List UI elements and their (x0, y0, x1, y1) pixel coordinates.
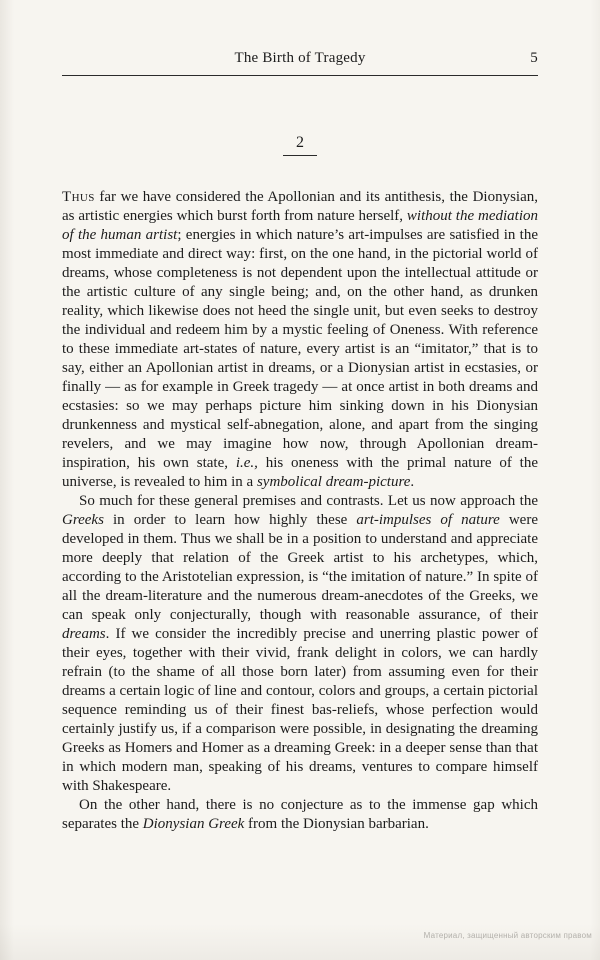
text-segment: art-impulses of nature (356, 512, 500, 528)
paragraph (62, 796, 538, 834)
text-segment: Dionysian Greek (142, 816, 245, 832)
text-segment: far we have considered the Apollonian and its antithesis, the Dionysian, as artistic energies which burst forth from nature herself, (62, 189, 538, 224)
text-segment: in order to learn how highly these (103, 512, 357, 528)
text-segment: i.e., (235, 455, 258, 471)
text-segment: his oneness with the primal nature of the universe, is revealed to him in a (62, 455, 538, 490)
text-segment: Thus (62, 189, 95, 205)
text-segment: . (410, 474, 415, 490)
text-segment: Greeks (62, 512, 104, 528)
section-heading (62, 134, 538, 156)
text-segment: On the other hand, there is no conjecture as to the immense gap which separates the (62, 797, 538, 832)
text-segment: without the mediation of the human artist (62, 208, 538, 243)
text-segment: So much for these general premises and contrasts. Let us now approach the (79, 493, 538, 509)
page-number: 5 (530, 50, 538, 66)
text-segment: dreams (62, 626, 106, 642)
copyright-watermark: Материал, защищенный авторским правом (423, 931, 592, 940)
running-header (62, 50, 538, 76)
paragraph (62, 492, 538, 796)
body-text (62, 188, 538, 834)
section-number: 2 (283, 134, 317, 156)
text-segment: from the Dionysian barbarian. (244, 816, 429, 832)
text-segment: . If we consider the incredibly precise and unerring plastic power of their eyes, together with their vivid, frank delight in colors, we can hardly refrain (to the shame of all those born later) from assuming even for their dreams a certain logic of line and contour, colors and groups, a certain pictorial sequence reminding us of their finest bas-reliefs, whose perfection would certainly justify us, if a comparison were possible, in designating the dreaming Greeks as Homers and Homer as a dreaming Greek: in a deeper sense than that in which modern man, speaking of his dreams, ventures to compare himself with Shakespeare. (62, 626, 538, 794)
text-segment: symbolical dream-picture (256, 474, 411, 490)
text-segment: were developed in them. Thus we shall be in a position to understand and appreciate more deeply that relation of the Greek artist to his archetypes, which, according to the Aristotelian expression, is “the imitation of nature.” In spite of all the dream-literature and the numerous dream-anecdotes of the Greeks, we can speak only conjecturally, though with reasonable assurance, of their (62, 512, 538, 623)
text-segment: ; energies in which nature’s art-impulses are satisfied in the most immediate and direct way: first, on the one hand, in the pictorial world of dreams, whose completeness is not dependent upon the intellectual attitude or the artistic culture of any single being; and, on the other hand, as drunken reality, which likewise does not heed the single unit, but even seeks to destroy the individual and redeem him by a mystic feeling of Oneness. With reference to these immediate art-states of nature, every artist is an “imitator,” that is to say, either an Apollonian artist in dreams, or a Dionysian artist in ecstasies, or finally — as for example in Greek tragedy — at once artist in both dreams and ecstasies: so we may perhaps picture him sinking down in his Dionysian drunkenness and mystical self-abnegation, alone, and apart from the singing revelers, and we may imagine how now, through Apollonian dream-inspiration, his own state, (62, 227, 538, 471)
running-header-title: The Birth of Tragedy (234, 50, 366, 66)
paragraph (62, 188, 538, 492)
